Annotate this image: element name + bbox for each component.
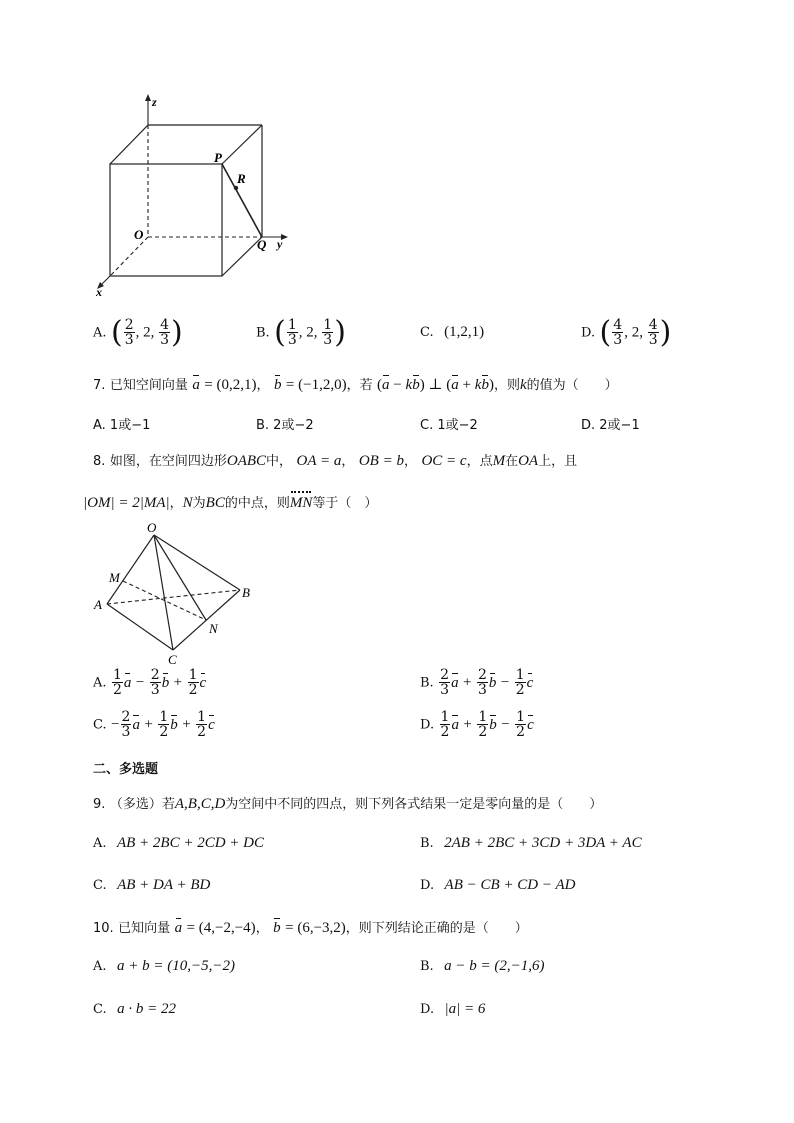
- vertex-c-label: C: [168, 652, 177, 667]
- point-n-label: N: [209, 621, 218, 636]
- q10-option-b[interactable]: B. a − b = (2,−1,6): [420, 958, 545, 974]
- vector-a: a: [174, 920, 183, 936]
- q7-option-b[interactable]: B. 2或−2: [256, 418, 314, 433]
- q8-option-b[interactable]: B. $\frac{2}{3}$ a + $\frac{2}{3}$ b − $\frac{1}{2}$ c: [420, 667, 534, 698]
- tetrahedron-figure: [90, 518, 270, 668]
- q10-option-d[interactable]: D. |a| = 6: [420, 1001, 486, 1017]
- fraction: $\frac{2}{3}$: [124, 317, 134, 348]
- segment-on: [154, 535, 206, 620]
- q8-stem-line2: |OM| = 2|MA|，N为BC的中点，则MN等于（ ）: [83, 495, 378, 511]
- axis-z-label: z: [152, 95, 157, 109]
- q8-option-c[interactable]: C. − $\frac{2}{3}$ a + $\frac{1}{2}$ b + $\frac{1}{2}$ c: [93, 709, 215, 740]
- edge-ac: [107, 604, 173, 650]
- q7-option-c[interactable]: C. 1或−2: [420, 418, 478, 433]
- perp-condition: (a − kb) ⊥ (a + kb): [377, 377, 494, 393]
- length-condition: |OM| = 2|MA|: [83, 495, 170, 511]
- fraction: $\frac{4}{3}$: [613, 317, 623, 348]
- question-number: 9.: [93, 797, 106, 812]
- cube-figure: [90, 92, 300, 302]
- option-letter: C.: [420, 325, 434, 340]
- paren-open: (: [599, 315, 612, 350]
- edge-oc: [154, 535, 173, 650]
- q8-stem-line1: 8. 如图，在空间四边形OABC中， OA = a， OB = b， OC = c，点M在OA上，且: [93, 453, 578, 469]
- option-letter: A.: [93, 325, 107, 341]
- option-expression: AB + DA + BD: [117, 877, 211, 893]
- q6-option-d[interactable]: D. ( $\frac{4}{3}$ , 2, $\frac{4}{3}$ ): [581, 315, 672, 350]
- eq-oc: OC = c: [421, 453, 467, 469]
- q9-option-b[interactable]: B. 2AB + 2BC + 3CD + 3DA + AC: [420, 835, 642, 851]
- axis-x-label: x: [96, 285, 102, 299]
- q6-option-a[interactable]: A. ( $\frac{2}{3}$ , 2, $\frac{4}{3}$ ): [93, 315, 183, 350]
- q7-stem: 7. 已知空间向量 a = (0,2,1)， b = (−1,2,0)，若 (a − kb) ⊥ (a + kb)，则k的值为（ ）: [93, 377, 618, 393]
- option-value: (1,2,1): [444, 324, 485, 340]
- q7-option-a[interactable]: A. 1或−1: [93, 418, 151, 433]
- option-expression: a − b = (2,−1,6): [444, 958, 545, 974]
- vector-mn: MN: [289, 495, 313, 511]
- point-m-label: M: [109, 570, 120, 585]
- q6-option-b[interactable]: B. ( $\frac{1}{3}$ , 2, $\frac{1}{3}$ ): [256, 315, 346, 350]
- q6-option-c[interactable]: [420, 324, 484, 341]
- vertex-a-label: A: [94, 597, 102, 612]
- edge-ob: [154, 535, 240, 590]
- q9-option-d[interactable]: D. AB − CB + CD − AD: [420, 877, 576, 893]
- option-expression: |a| = 6: [444, 1001, 486, 1017]
- q10-option-c[interactable]: C. a · b = 22: [93, 1001, 176, 1017]
- fraction: $\frac{1}{3}$: [287, 317, 297, 348]
- paren-close: ): [171, 315, 183, 350]
- option-letter: B.: [256, 325, 270, 341]
- option-letter: D.: [581, 325, 596, 341]
- point-q-label: Q: [257, 237, 267, 252]
- q10-stem: 10. 已知向量 a = (4,−2,−4)， b = (6,−3,2)，则下列结论正确的是（ ）: [93, 920, 528, 936]
- q9-option-a[interactable]: A. AB + 2BC + 2CD + DC: [93, 835, 265, 851]
- vertex-b-label: B: [242, 585, 250, 600]
- axis-y-label: y: [277, 237, 283, 251]
- point-p-label: P: [214, 150, 222, 165]
- q10-option-a[interactable]: A. a + b = (10,−5,−2): [93, 958, 235, 974]
- fraction: $\frac{4}{3}$: [648, 317, 658, 348]
- q9-option-c[interactable]: C. AB + DA + BD: [93, 877, 211, 893]
- fraction: $\frac{1}{3}$: [323, 317, 333, 348]
- question-number: 8.: [93, 454, 106, 469]
- fraction: $\frac{4}{3}$: [160, 317, 170, 348]
- paren-open: (: [274, 315, 286, 350]
- edge-bc: [173, 590, 240, 650]
- point-o-label: O: [134, 227, 144, 242]
- paren-close: ): [334, 315, 346, 350]
- vector-b: b: [273, 920, 281, 936]
- point-r: [234, 186, 238, 190]
- point-r-label: R: [237, 171, 246, 186]
- question-number: 7.: [93, 378, 106, 393]
- q8-option-d[interactable]: D. $\frac{1}{2}$ a + $\frac{1}{2}$ b − $\frac{1}{2}$ c: [420, 709, 534, 740]
- q7-option-d[interactable]: D. 2或−1: [581, 418, 640, 433]
- question-number: 10.: [93, 921, 114, 936]
- option-expression: AB − CB + CD − AD: [444, 877, 576, 893]
- option-expression: 2AB + 2BC + 3CD + 3DA + AC: [444, 835, 642, 851]
- paren-open: (: [110, 315, 123, 350]
- edge-ab: [107, 590, 240, 604]
- option-expression: AB + 2BC + 2CD + DC: [116, 835, 265, 851]
- vector-a: a: [192, 377, 200, 393]
- option-expression: a · b = 22: [117, 1001, 176, 1017]
- vector-b: b: [273, 377, 282, 393]
- section-heading: 二、多选题: [93, 762, 159, 777]
- paren-close: ): [659, 315, 672, 350]
- vertex-o-label: O: [147, 520, 157, 535]
- q9-stem: 9. （多选）若A,B,C,D为空间中不同的四点，则下列各式结果一定是零向量的是（ ）: [93, 796, 603, 812]
- eq-oa: OA = a: [296, 453, 342, 469]
- option-expression: a + b = (10,−5,−2): [116, 958, 235, 974]
- q8-option-a[interactable]: A. $\frac{1}{2}$ a − $\frac{2}{3}$ b + $\frac{1}{2}$ c: [93, 667, 207, 698]
- eq-ob: OB = b: [358, 453, 404, 469]
